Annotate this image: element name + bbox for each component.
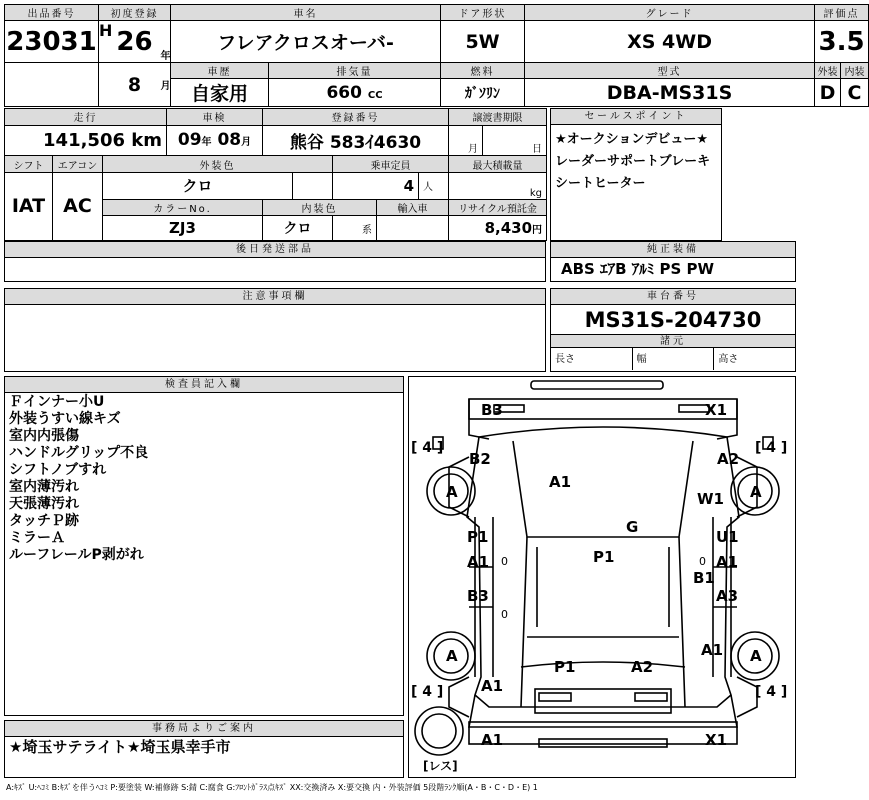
car-diagram bbox=[408, 376, 796, 778]
door-type: 5W bbox=[441, 21, 525, 63]
import-value bbox=[377, 216, 449, 241]
inspector-note: ハンドルグリップ不良 bbox=[9, 445, 149, 461]
score-label: 評価点 bbox=[815, 5, 869, 21]
dimensions-title: 諸元 bbox=[551, 335, 795, 348]
sales-point-item: ★オークションデビュー★ bbox=[555, 132, 709, 147]
registration-number: 熊谷 583ｲ4630 bbox=[263, 125, 449, 156]
damage-b3-left: B3 bbox=[467, 587, 489, 605]
load-unit: kg bbox=[449, 172, 547, 199]
model-label: 型式 bbox=[525, 63, 815, 79]
inspector-note: 外装うすい線キズ bbox=[9, 411, 121, 427]
office-box bbox=[4, 720, 404, 778]
shift-label: シフト bbox=[5, 156, 53, 173]
ext-grade: D bbox=[815, 79, 841, 107]
cautions-box bbox=[4, 288, 546, 372]
recycle-deposit: 8,430円 bbox=[449, 216, 547, 241]
year-unit: 年 bbox=[161, 21, 171, 63]
damage-a1-hood: A1 bbox=[549, 473, 572, 491]
month-unit: 月 bbox=[161, 63, 171, 107]
chassis-title: 車台番号 bbox=[551, 289, 795, 305]
colorno-label: カラーNo. bbox=[103, 199, 263, 216]
damage-x1-front: X1 bbox=[705, 401, 728, 419]
reg-label: 登録番号 bbox=[263, 109, 449, 126]
length-label: 長さ bbox=[551, 348, 633, 370]
history-label: 車歴 bbox=[171, 63, 269, 79]
first-reg-label: 初度登録 bbox=[99, 5, 171, 21]
displacement-label: 排気量 bbox=[269, 63, 441, 79]
damage-a1-rear-right: A1 bbox=[701, 641, 724, 659]
history: 自家用 bbox=[171, 79, 269, 107]
office-title: 事務局よりご案内 bbox=[5, 721, 403, 737]
inspector-note: タッチＰ跡 bbox=[9, 513, 79, 529]
intcolor-unit: 系 bbox=[333, 216, 377, 241]
grade-label: グレード bbox=[525, 5, 815, 21]
person-unit: 人 bbox=[419, 172, 449, 199]
inspector-note: シフトノブすれ bbox=[9, 462, 107, 478]
damage-a1-rear-left: A1 bbox=[481, 677, 504, 695]
damage-u1: U1 bbox=[716, 528, 739, 546]
load-label: 最大積載量 bbox=[449, 156, 547, 173]
inspector-note: 室内薄汚れ bbox=[9, 479, 79, 495]
inspector-box bbox=[4, 376, 404, 716]
import-label: 輸入車 bbox=[377, 199, 449, 216]
recycle-label: リサイクル預託金 bbox=[449, 199, 547, 216]
fuel: ｶﾞｿﾘﾝ bbox=[441, 79, 525, 107]
ext-label: 外装 bbox=[815, 63, 841, 79]
damage-b3-front: B3 bbox=[481, 401, 503, 419]
options-title: 純正装備 bbox=[551, 242, 795, 258]
damage-p1-roof: P1 bbox=[593, 548, 615, 566]
color-number: ZJ3 bbox=[103, 216, 263, 241]
damage-p1-rear: P1 bbox=[554, 658, 576, 676]
damage-x1-bumper: X1 bbox=[705, 731, 728, 749]
score: 3.5 bbox=[815, 21, 869, 63]
damage-b2: B2 bbox=[469, 450, 491, 468]
cautions-title: 注意事項欄 bbox=[5, 289, 545, 305]
header-table bbox=[4, 4, 869, 107]
damage-a1-right: A1 bbox=[716, 553, 739, 571]
car-name-label: 車名 bbox=[171, 5, 441, 21]
lot-label: 出品番号 bbox=[5, 5, 99, 21]
office-text: ★埼玉サテライト★埼玉県幸手市 bbox=[9, 738, 231, 756]
tread-rear-right: [ 4 ] bbox=[755, 684, 788, 700]
tread-front-right: [ 4 ] bbox=[755, 440, 788, 456]
shift: IAT bbox=[5, 172, 53, 240]
damage-a-front-right-wheel: A bbox=[750, 483, 762, 501]
damage-a-front-left-wheel: A bbox=[446, 483, 458, 501]
tread-rear-left: [ 4 ] bbox=[411, 684, 444, 700]
legend: A:ｷｽﾞ U:ﾍｺﾐ B:ｷｽﾞを伴うﾍｺﾐ P:要塗装 W:補修跡 S:錆 C:腐食 G:ﾌﾛﾝﾄｶﾞﾗｽ点ｷｽﾞ XX:交換済み X:要交換 内・外装評価 5段階ﾗﾝｸ順(A・B・C・D・E) 1 bbox=[6, 783, 538, 792]
ac-label: エアコン bbox=[53, 156, 103, 173]
mileage-label: 走行 bbox=[5, 109, 167, 126]
sales-point-item: シートヒーター bbox=[555, 176, 646, 191]
grade: XS 4WD bbox=[525, 21, 815, 63]
displacement: 660 CC bbox=[269, 79, 441, 107]
damage-a2-right: A2 bbox=[717, 450, 740, 468]
inspector-note: Ｆインナー小U bbox=[9, 394, 105, 410]
inspector-note: ミラーＡ bbox=[9, 530, 65, 546]
capacity-label: 乗車定員 bbox=[333, 156, 449, 173]
capacity: 4 bbox=[333, 172, 419, 199]
first-reg-month: 8 bbox=[109, 63, 161, 107]
options-value: ABS ｴｱB ｱﾙﾐ PS PW bbox=[561, 260, 715, 278]
sales-points-title: セールスポイント bbox=[551, 109, 721, 125]
fuel-label: 燃料 bbox=[441, 63, 525, 79]
mark-zero: 0 bbox=[699, 555, 706, 568]
later-parts-box bbox=[4, 241, 546, 282]
era: H bbox=[99, 21, 109, 63]
damage-a2-rear: A2 bbox=[631, 658, 654, 676]
inspector-note: ルーフレールP剥がれ bbox=[9, 547, 144, 563]
width-label: 幅 bbox=[633, 348, 715, 370]
chassis-number: MS31S-204730 bbox=[551, 305, 795, 335]
lot-blank bbox=[5, 63, 99, 107]
intcolor-label: 内装色 bbox=[263, 199, 377, 216]
damage-a1-bumper: A1 bbox=[481, 731, 504, 749]
damage-g: G bbox=[626, 518, 639, 536]
color-label: 外装色 bbox=[103, 156, 333, 173]
aircon: AC bbox=[53, 172, 103, 240]
inspector-title: 検査員記入欄 bbox=[5, 377, 403, 393]
mark-zero: 0 bbox=[501, 555, 508, 568]
exterior-color: クロ bbox=[103, 172, 293, 199]
int-grade: C bbox=[841, 79, 869, 107]
tread-front-left: [ 4 ] bbox=[411, 440, 444, 456]
int-label: 内装 bbox=[841, 63, 869, 79]
height-label: 高さ bbox=[718, 354, 739, 365]
damage-a1-left: A1 bbox=[467, 553, 490, 571]
car-outline bbox=[409, 377, 797, 779]
sales-points-box bbox=[550, 108, 722, 241]
inspector-note: 室内内張傷 bbox=[9, 428, 79, 444]
damage-p1-left: P1 bbox=[467, 528, 489, 546]
model-code: DBA-MS31S bbox=[525, 79, 815, 107]
lot-number: 23031 bbox=[5, 21, 99, 63]
door-label: ドア形状 bbox=[441, 5, 525, 21]
sales-point-item: レーダーサポートブレーキ bbox=[555, 154, 711, 169]
transfer-day: 日 bbox=[483, 125, 547, 156]
transfer-month: 月 bbox=[449, 125, 483, 156]
inspection-label: 車検 bbox=[167, 109, 263, 126]
damage-a-rear-right-wheel: A bbox=[750, 647, 762, 665]
damage-a-rear-left-wheel: A bbox=[446, 647, 458, 665]
damage-w1: W1 bbox=[697, 490, 724, 508]
details-table bbox=[4, 108, 547, 241]
inspector-note: 天張薄汚れ bbox=[9, 496, 79, 512]
damage-b1: B1 bbox=[693, 569, 715, 587]
transfer-label: 譲渡書期限 bbox=[449, 109, 547, 126]
damage-a3: A3 bbox=[716, 587, 739, 605]
spare-tire-note: [レス] bbox=[423, 759, 458, 773]
later-parts-title: 後日発送部品 bbox=[5, 242, 545, 258]
mileage: 141,506 km bbox=[5, 125, 167, 156]
inspection-expiry: 09年 08月 bbox=[167, 125, 263, 156]
chassis-box bbox=[550, 288, 796, 372]
interior-color: クロ bbox=[263, 216, 333, 241]
car-name: フレアクロスオーバ- bbox=[171, 21, 441, 63]
first-reg-year: 26 bbox=[109, 21, 161, 63]
options-box bbox=[550, 241, 796, 282]
mark-zero: 0 bbox=[501, 608, 508, 621]
